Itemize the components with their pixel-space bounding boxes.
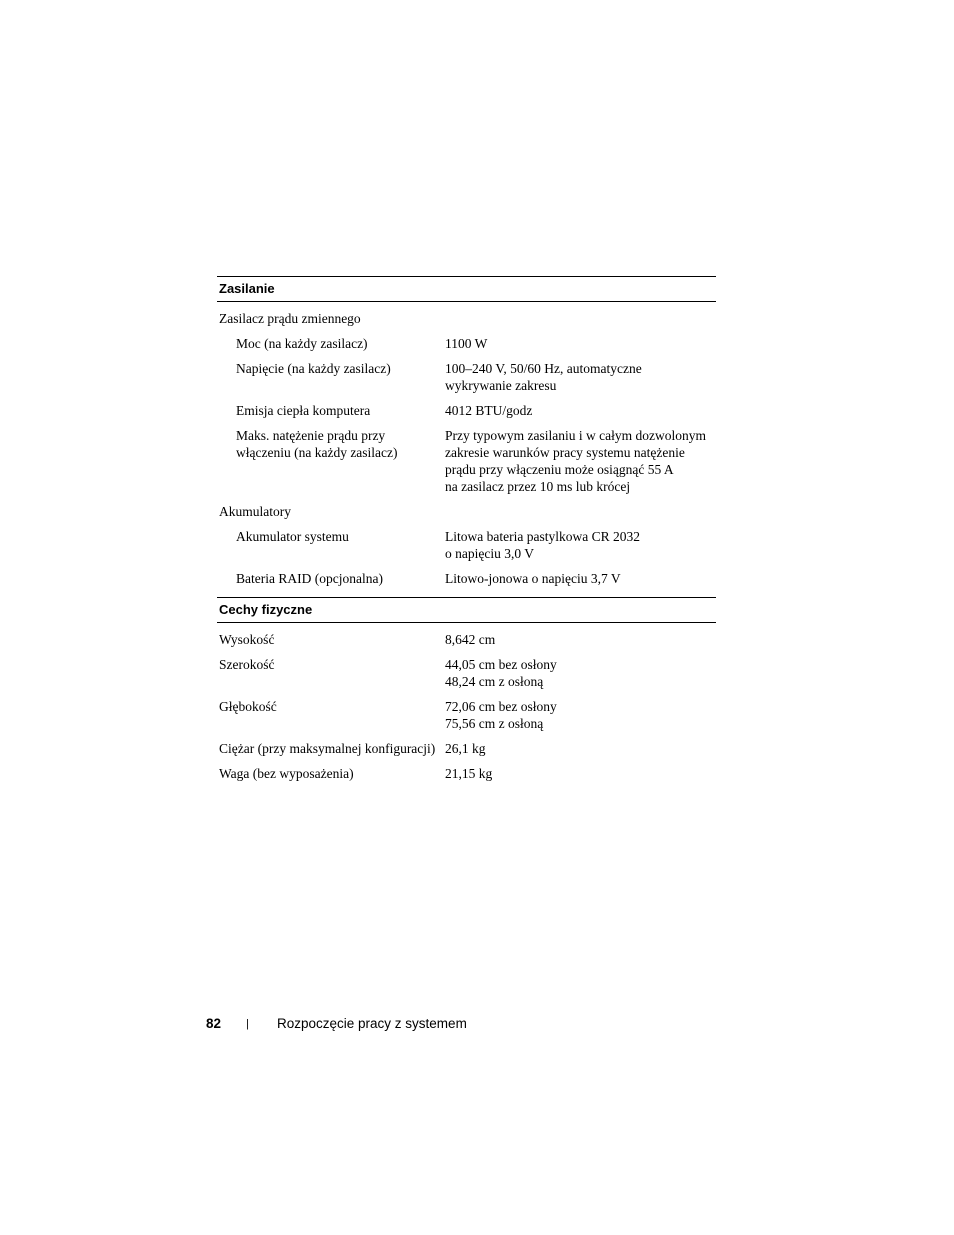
row-label — [217, 427, 445, 495]
label-line: Maks. natężenie prądu przy — [236, 428, 386, 443]
row-label: Akumulator systemu — [236, 529, 349, 544]
row-width — [217, 656, 716, 690]
value-line: 75,56 cm z osłoną — [445, 716, 544, 731]
row-weight-empty — [217, 765, 716, 782]
row-value — [445, 360, 716, 394]
row-wattage — [217, 335, 716, 352]
row-weight-max — [217, 740, 716, 757]
row-label: Moc (na każdy zasilacz) — [236, 336, 368, 351]
row-label: Szerokość — [219, 657, 275, 672]
row-label: Głębokość — [219, 699, 277, 714]
row-label: Ciężar (przy maksymalnej konfiguracji) — [219, 741, 436, 756]
value-line: o napięciu 3,0 V — [445, 546, 534, 561]
row-value — [445, 528, 716, 562]
row-value — [445, 698, 716, 732]
row-label: Emisja ciepła komputera — [236, 403, 371, 418]
row-voltage — [217, 360, 716, 394]
row-depth — [217, 698, 716, 732]
value-line: 100–240 V, 50/60 Hz, automatyczne — [445, 361, 642, 376]
row-inrush — [217, 427, 716, 495]
value-line: wykrywanie zakresu — [445, 378, 557, 393]
row-heat — [217, 402, 716, 419]
row-label: Waga (bez wyposażenia) — [219, 766, 354, 781]
power-rows — [217, 310, 716, 587]
group-label-ac-psu: Zasilacz prądu zmiennego — [219, 311, 361, 326]
row-value — [445, 427, 716, 495]
value-line: 48,24 cm z osłoną — [445, 674, 544, 689]
value-line: 44,05 cm bez osłony — [445, 657, 557, 672]
row-value: 26,1 kg — [445, 741, 486, 756]
row-value: 21,15 kg — [445, 766, 493, 781]
row-height — [217, 631, 716, 648]
value-line: zakresie warunków pracy systemu natężenie — [445, 445, 685, 460]
label-line: włączeniu (na każdy zasilacz) — [236, 445, 398, 460]
value-line: 72,06 cm bez osłony — [445, 699, 557, 714]
section-title-physical: Cechy fizyczne — [217, 597, 716, 623]
row-system-battery — [217, 528, 716, 562]
chapter-title: Rozpoczęcie pracy z systemem — [277, 1016, 467, 1031]
value-line: prądu przy włączeniu może osiągnąć 55 A — [445, 462, 674, 477]
footer-separator: | — [246, 1018, 249, 1030]
physical-rows — [217, 631, 716, 782]
value-line: na zasilacz przez 10 ms lub krócej — [445, 479, 631, 494]
spec-table — [217, 276, 716, 782]
page-footer — [206, 1015, 467, 1033]
section-gap — [217, 587, 716, 597]
row-label: Wysokość — [219, 632, 275, 647]
page-number: 82 — [206, 1016, 222, 1031]
section-title-power: Zasilanie — [217, 276, 716, 302]
value-line: Litowa bateria pastylkowa CR 2032 — [445, 529, 640, 544]
group-label-batteries: Akumulatory — [219, 504, 291, 519]
value-line: Przy typowym zasilaniu i w całym dozwolonym — [445, 428, 706, 443]
row-value: 4012 BTU/godz — [445, 403, 533, 418]
row-value: Litowo-jonowa o napięciu 3,7 V — [445, 571, 621, 586]
row-raid-battery — [217, 570, 716, 587]
row-label: Bateria RAID (opcjonalna) — [236, 571, 383, 586]
row-label: Napięcie (na każdy zasilacz) — [236, 361, 391, 376]
row-value — [445, 656, 716, 690]
row-value: 8,642 cm — [445, 632, 496, 647]
row-value: 1100 W — [445, 336, 488, 351]
